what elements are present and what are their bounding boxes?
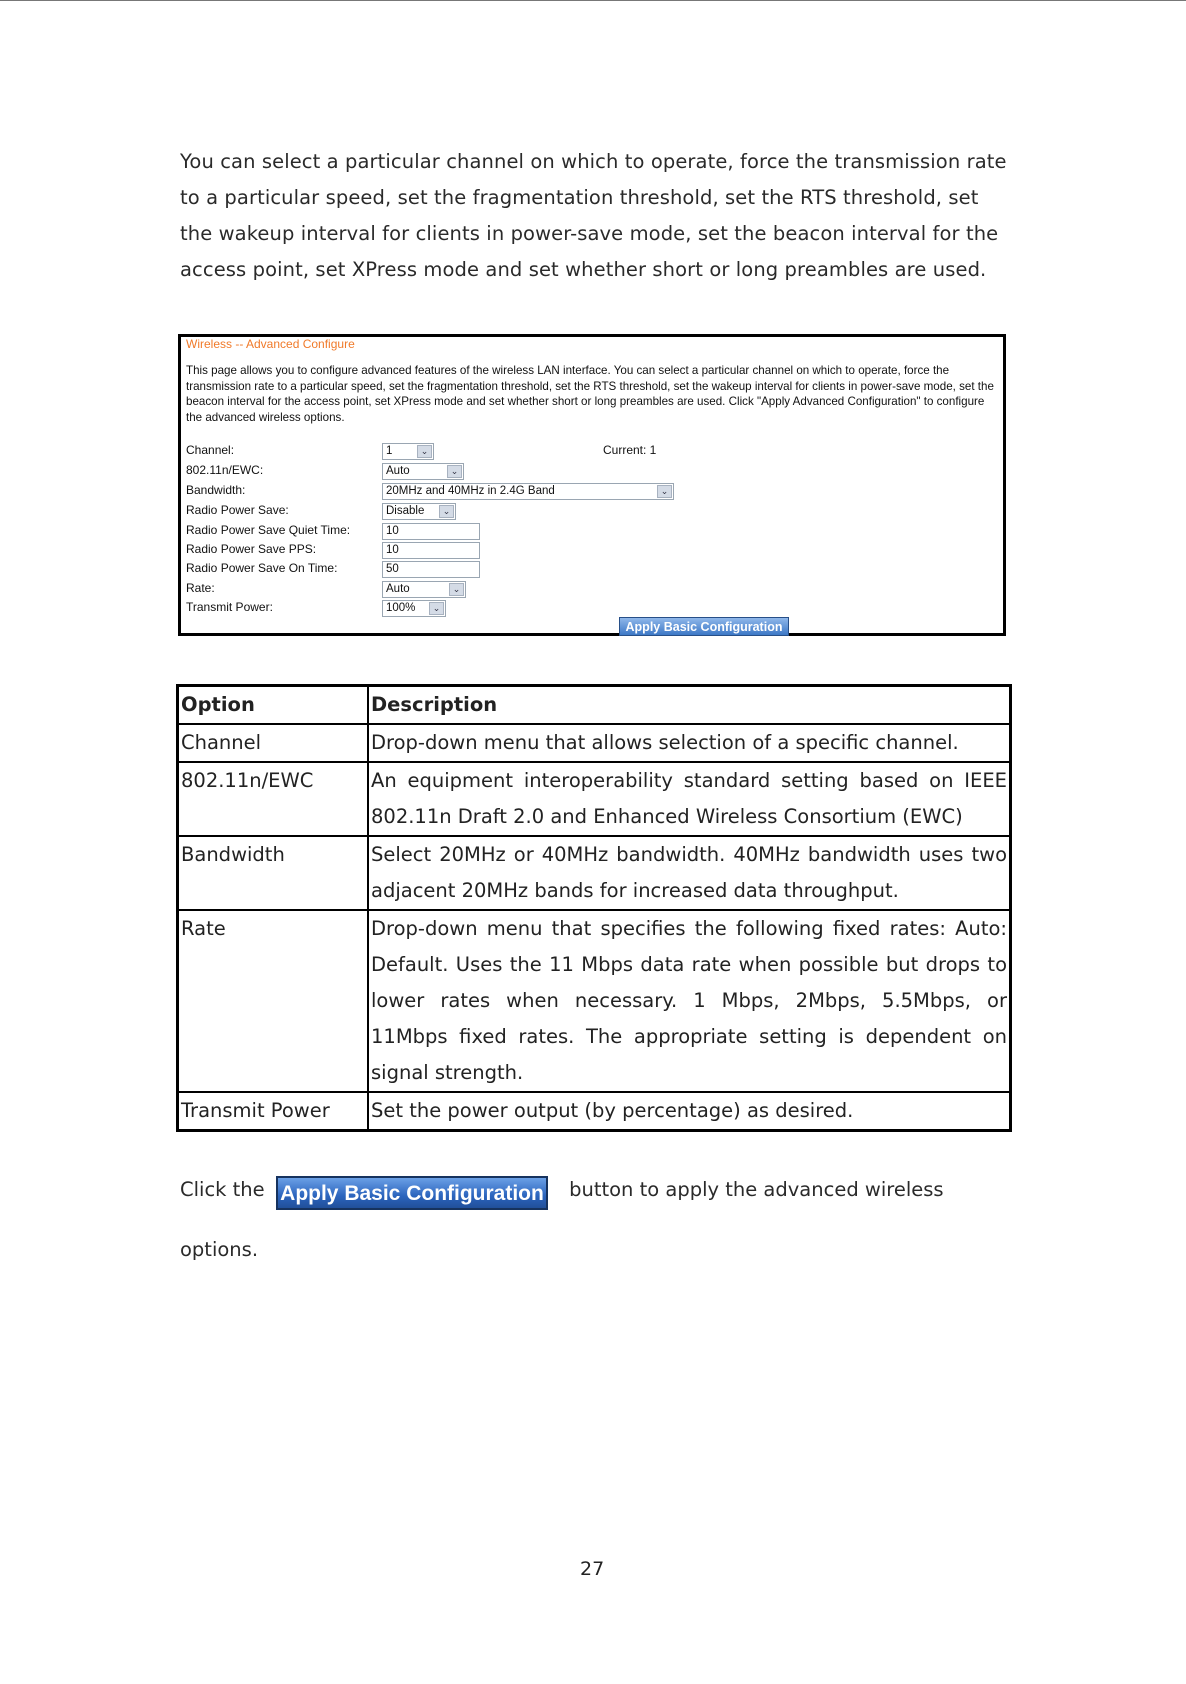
- option-table: [176, 684, 1012, 1132]
- chevron-down-icon: ⌄: [439, 505, 454, 518]
- closing-line-2: options.: [180, 1238, 259, 1261]
- rate-select[interactable]: [382, 581, 466, 598]
- screenshot-description: This page allows you to configure advanced features of the wireless LAN interface. You can select a particular channel on which to operate, force the transmission rate to a particular speed, set the fragmentation threshold, set the RTS threshold, set the wakeup interval for clients in power-save mode, set the beacon interval for the access point, set XPress mode and set whether short or long preambles are used. Click "Apply Advanced Configuration" to configure the advanced wireless options.: [186, 364, 994, 424]
- screenshot-title: Wireless -- Advanced Configure: [186, 337, 355, 351]
- chevron-down-icon: ⌄: [429, 602, 444, 615]
- description-cell: Drop-down menu that specifies the following fixed rates: Auto: Default. Uses the 11 Mbps data rate when possible but drops to lower rates when necessary. 1 Mbps, 2Mbps, 5.5Mbps, or 11Mbps fixed rates. The appropriate setting is dependent on signal strength.: [368, 910, 1011, 1092]
- transmit-power-select[interactable]: [382, 600, 446, 617]
- power-save-select[interactable]: [382, 503, 456, 520]
- table-row: [178, 1092, 1011, 1131]
- rate-value: Auto: [386, 583, 410, 595]
- channel-label: Channel:: [186, 443, 235, 457]
- chevron-down-icon: ⌄: [449, 583, 464, 596]
- pps-label: Radio Power Save PPS:: [186, 542, 317, 556]
- table-row: [178, 910, 1011, 1092]
- closing-prefix: Click the: [180, 1178, 265, 1201]
- top-rule: [0, 0, 1186, 1]
- pps-input[interactable]: 10: [382, 542, 480, 559]
- bandwidth-select[interactable]: [382, 483, 674, 500]
- option-cell: Rate: [178, 910, 369, 1092]
- chevron-down-icon: ⌄: [417, 445, 432, 458]
- option-cell: 802.11n/EWC: [178, 762, 369, 836]
- table-row: [178, 762, 1011, 836]
- on-time-label: Radio Power Save On Time:: [186, 561, 338, 575]
- power-save-label: Radio Power Save:: [186, 503, 289, 517]
- transmit-power-label: Transmit Power:: [186, 600, 273, 614]
- table-row: [178, 724, 1011, 762]
- rate-label: Rate:: [186, 581, 215, 595]
- option-cell: Channel: [178, 724, 369, 762]
- power-save-value: Disable: [386, 505, 425, 517]
- ewc-value: Auto: [386, 465, 410, 477]
- description-cell: Set the power output (by percentage) as desired.: [368, 1092, 1011, 1131]
- channel-value: 1: [386, 445, 393, 457]
- intro-paragraph: You can select a particular channel on which to operate, force the transmission rate to a particular speed, set the fragmentation threshold, set the RTS threshold, set the wakeup interval for clients in power-save mode, set the beacon interval for the access point, set XPress mode and set whether short or long preambles are used.: [180, 150, 1007, 281]
- ewc-select[interactable]: [382, 463, 464, 480]
- bandwidth-label: Bandwidth:: [186, 483, 246, 497]
- column-header-description: Description: [368, 686, 1011, 725]
- quiet-time-input[interactable]: 10: [382, 523, 480, 540]
- advanced-configure-screenshot: [178, 334, 1006, 636]
- quiet-time-label: Radio Power Save Quiet Time:: [186, 523, 351, 537]
- bandwidth-value: 20MHz and 40MHz in 2.4G Band: [386, 485, 555, 497]
- ewc-label: 802.11n/EWC:: [186, 463, 264, 477]
- column-header-option: Option: [178, 686, 369, 725]
- chevron-down-icon: ⌄: [447, 465, 462, 478]
- on-time-input[interactable]: 50: [382, 561, 480, 578]
- chevron-down-icon: ⌄: [657, 485, 672, 498]
- option-cell: Transmit Power: [178, 1092, 369, 1131]
- description-cell: Drop-down menu that allows selection of a specific channel.: [368, 724, 1011, 762]
- apply-basic-configuration-button-image[interactable]: Apply Basic Configuration: [276, 1176, 548, 1210]
- channel-select[interactable]: [382, 443, 434, 460]
- current-channel: Current: 1: [603, 443, 657, 457]
- description-cell: An equipment interoperability standard setting based on IEEE 802.11n Draft 2.0 and Enhanced Wireless Consortium (EWC): [368, 762, 1011, 836]
- description-cell: Select 20MHz or 40MHz bandwidth. 40MHz bandwidth uses two adjacent 20MHz bands for increased data throughput.: [368, 836, 1011, 910]
- table-header-row: [178, 686, 1011, 725]
- page-number: 27: [580, 1558, 605, 1580]
- option-cell: Bandwidth: [178, 836, 369, 910]
- table-row: [178, 836, 1011, 910]
- transmit-power-value: 100%: [386, 602, 416, 614]
- apply-basic-configuration-button[interactable]: Apply Basic Configuration: [619, 617, 789, 636]
- closing-suffix: button to apply the advanced wireless: [569, 1178, 944, 1201]
